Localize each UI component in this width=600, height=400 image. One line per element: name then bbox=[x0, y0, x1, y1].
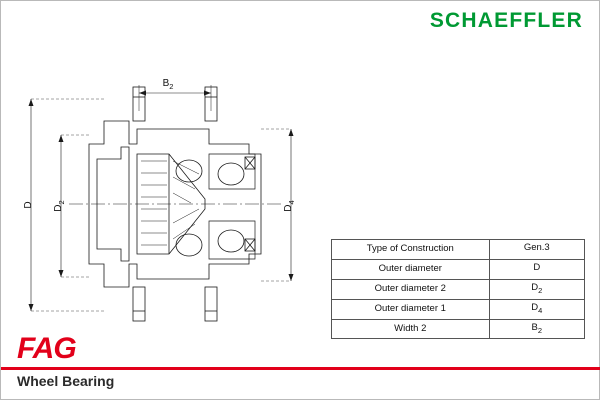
spec-value-text: D bbox=[531, 301, 539, 313]
spec-value-sub: 2 bbox=[538, 285, 543, 295]
specification-table bbox=[331, 239, 585, 339]
spec-value-text: D bbox=[531, 281, 539, 293]
spec-value bbox=[489, 259, 584, 279]
spec-value bbox=[489, 299, 584, 319]
technical-drawing bbox=[9, 49, 339, 339]
spec-value-sub: 4 bbox=[538, 305, 543, 315]
table-row bbox=[332, 240, 585, 260]
spec-value-text: Gen.3 bbox=[523, 242, 550, 253]
table-row bbox=[332, 279, 585, 299]
spec-label: Outer diameter 1 bbox=[332, 299, 490, 319]
dimension-label-d2: $D_2$ bbox=[53, 200, 66, 212]
bearing-cross-section-svg bbox=[9, 49, 339, 339]
table-row bbox=[332, 259, 585, 279]
spec-label: Outer diameter bbox=[332, 259, 490, 279]
spec-value bbox=[489, 319, 584, 339]
schaeffler-logo: SCHAEFFLER bbox=[429, 9, 583, 32]
spec-value bbox=[489, 279, 584, 299]
dimension-label-d4: $D_4$ bbox=[283, 200, 296, 212]
spec-value bbox=[489, 240, 584, 260]
table-row bbox=[332, 299, 585, 319]
fag-logo bbox=[17, 334, 76, 364]
spec-label: Type of Construction bbox=[332, 240, 490, 260]
spec-value-text: D bbox=[533, 261, 541, 273]
dimension-label-b2: $B_2$ bbox=[162, 78, 174, 91]
product-title: Wheel Bearing bbox=[17, 373, 115, 389]
spec-value-sub: 2 bbox=[537, 325, 543, 335]
dimension-label-d: D bbox=[23, 201, 34, 209]
spec-value-text: B bbox=[531, 321, 538, 333]
spec-label: Width 2 bbox=[332, 319, 490, 339]
fag-logo-text: FAG bbox=[17, 332, 76, 365]
spec-label: Outer diameter 2 bbox=[332, 279, 490, 299]
brand-header bbox=[1, 1, 600, 47]
table-row bbox=[332, 319, 585, 339]
footer-divider bbox=[1, 367, 600, 370]
